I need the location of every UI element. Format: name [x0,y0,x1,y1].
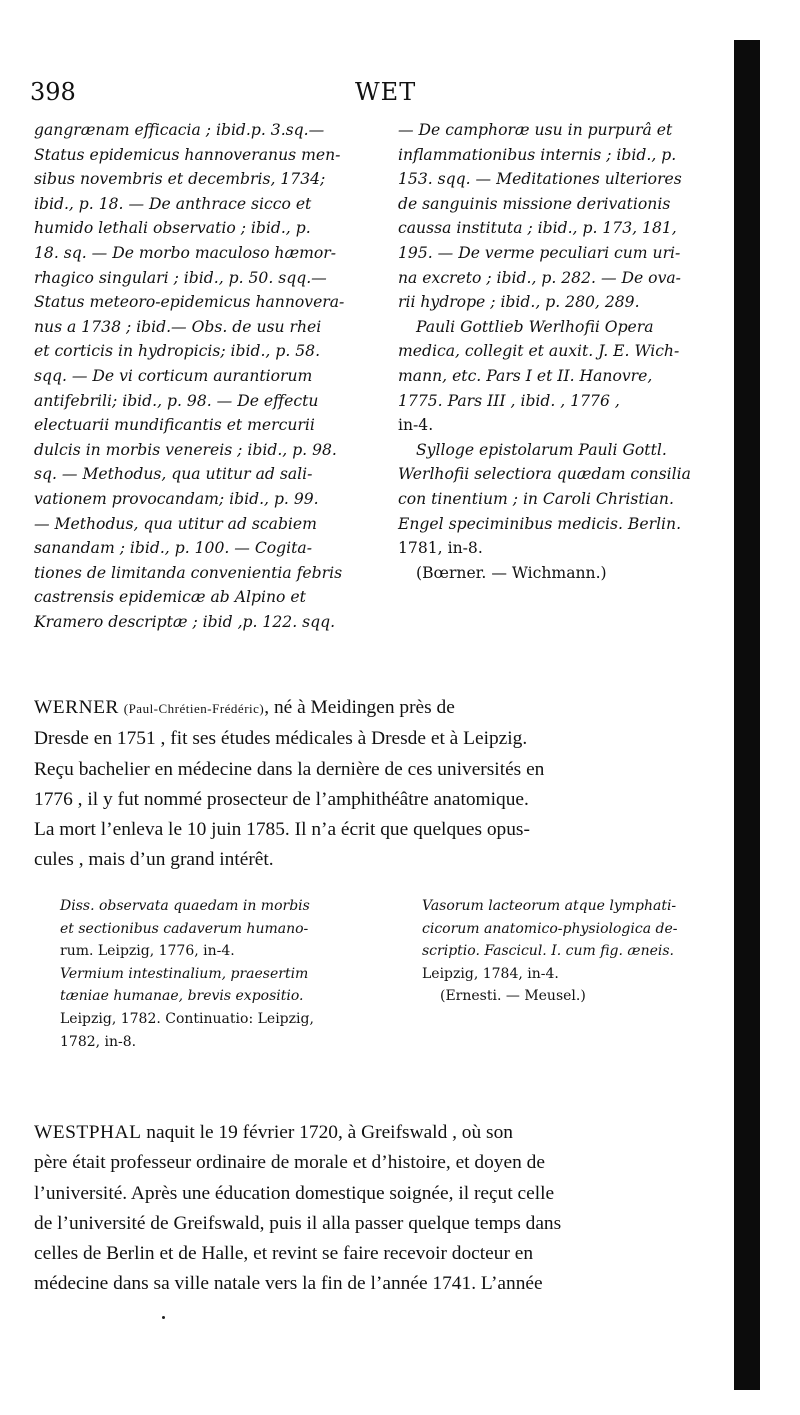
text-line: de sanguinis missione derivationis [398,194,671,213]
text-line: humido lethali observatio ; ibid., p. [34,219,311,238]
entry-werner [34,693,739,876]
page-header [30,78,730,108]
text-line: 1782, in-8. [60,1033,137,1050]
bio-line: Dresde en 1751 , fit ses études médicales à Dresde et à Leipzig. [34,728,528,750]
text-line: antifebrili; ibid., p. 98. — De effectu [34,391,319,410]
text-line: Kramero descriptæ ; ibid ,p. 122. sqq. [34,612,336,631]
text-line: sq. — Methodus, qua utitur ad sali- [34,465,313,484]
text-line: — De camphoræ usu in purpurâ et [398,121,673,139]
text-line: (Bœrner. — Wichmann.) [416,563,607,582]
text-line: mann, etc. Pars I et II. Hanovre, [398,366,653,385]
bio-line: celles de Berlin et de Halle, et revint se faire recevoir docteur en [34,1243,534,1265]
text-line: medica, collegit et auxit. J. E. Wich- [398,342,680,361]
text-line: sibus novembris et decembris, 1734; [34,170,326,189]
text-line: 195. — De verme peculiari cum uri- [398,243,681,262]
bio-line: Reçu bachelier en médecine dans la dernière de ces universités en [34,758,545,780]
text-line: Status meteoro-epidemicus hannovera- [34,293,345,312]
right-column [398,118,732,585]
text-line: rum. Leipzig, 1776, in-4. [60,943,235,960]
text-line: rii hydrope ; ibid., p. 280, 289. [398,293,640,312]
text-line: tæniae humanae, brevis expositio. [60,988,304,1005]
text-line: tiones de limitanda convenientia febris [34,563,343,582]
bio-line: 1776 , il y fut nommé prosecteur de l’amphithéâtre anatomique. [34,788,529,810]
bio-text: naquit le 19 février 1720, à Greifswald , où son [141,1122,513,1143]
bio-text: , né à Meidingen près de [264,697,455,718]
text-line: — Methodus, qua utitur ad scabiem [34,514,317,533]
text-line: gangrænam efficacia ; ibid.p. 3.sq.— [34,121,325,139]
text-line: et sectionibus cadaverum humano- [60,920,309,937]
text-line: nus a 1738 ; ibid.— Obs. de usu rhei [34,317,322,336]
left-column [34,118,386,634]
text-line: in-4. [398,416,434,435]
text-line: rhagico singulari ; ibid., p. 50. sqq.— [34,268,327,287]
running-head: WET [355,78,417,106]
text-line: caussa instituta ; ibid., p. 173, 181, [398,219,677,238]
bio-line: l’université. Après une éducation domestique soignée, il reçut celle [34,1182,555,1204]
text-line: Werlhofii selectiora quædam consilia [398,465,691,484]
text-line: Vasorum lacteorum atque lymphati- [422,898,677,914]
text-line: con tinentium ; in Caroli Christian. [398,489,674,508]
werner-works-left [60,895,385,1053]
bio-line [34,693,739,724]
text-line: 1775. Pars III , ibid. , 1776 , [398,391,620,410]
text-line: Diss. observata quaedam in morbis [60,898,310,914]
text-line: et corticis in hydropicis; ibid., p. 58. [34,342,321,361]
entry-name: WESTPHAL [34,1122,142,1143]
text-line: (Ernesti. — Meusel.) [440,988,586,1005]
bio-line: La mort l’enleva le 10 juin 1785. Il n’a écrit que quelques opus- [34,819,530,841]
text-line: sqq. — De vi corticum aurantiorum [34,366,313,385]
text-line: 153. sqq. — Meditationes ulteriores [398,170,682,189]
text-line: castrensis epidemicæ ab Alpino et [34,588,306,607]
entry-given-names: (Paul-Chrétien-Frédéric) [123,701,265,716]
text-line: 1781, in-8. [398,539,483,558]
text-line: Status epidemicus hannoveranus men- [34,145,341,164]
text-line: Leipzig, 1782. Continuatio: Leipzig, [60,1010,314,1027]
text-line: Engel speciminibus medicis. Berlin. [398,514,682,533]
text-line: inflammationibus internis ; ibid., p. [398,145,677,164]
text-line: scriptio. Fascicul. I. cum fig. æneis. [422,943,674,960]
bio-line: père était professeur ordinaire de morale et d’histoire, et doyen de [34,1152,545,1174]
bio-line: médecine dans sa ville natale vers la fin de l’année 1741. L’année [34,1273,543,1295]
text-line: dulcis in morbis venereis ; ibid., p. 98. [34,440,337,459]
bio-line [34,1118,739,1148]
text-line: Leipzig, 1784, in-4. [422,965,559,982]
text-line: ibid., p. 18. — De anthrace sicco et [34,194,312,213]
text-line: electuarii mundificantis et mercurii [34,416,315,435]
entry-westphal [34,1118,739,1300]
text-line: na excreto ; ibid., p. 282. — De ova- [398,268,681,287]
text-line: Vermium intestinalium, praesertim [60,965,309,982]
ink-speck [162,1316,165,1319]
page-number: 398 [30,78,76,106]
text-line: sanandam ; ibid., p. 100. — Cogita- [34,539,312,558]
bio-line: de l’université de Greifswald, puis il alla passer quelque temps dans [34,1212,562,1234]
text-line: vationem provocandam; ibid., p. 99. [34,489,319,508]
text-line: cicorum anatomico-physiologica de- [422,920,678,937]
werner-works-right [422,895,732,1008]
text-line: Pauli Gottlieb Werlhofii Opera [416,317,654,336]
bio-line: cules , mais d’un grand intérêt. [34,849,274,871]
entry-name: WERNER [34,697,119,718]
text-line: 18. sq. — De morbo maculoso hæmor- [34,243,337,262]
text-line: Sylloge epistolarum Pauli Gottl. [416,440,667,459]
